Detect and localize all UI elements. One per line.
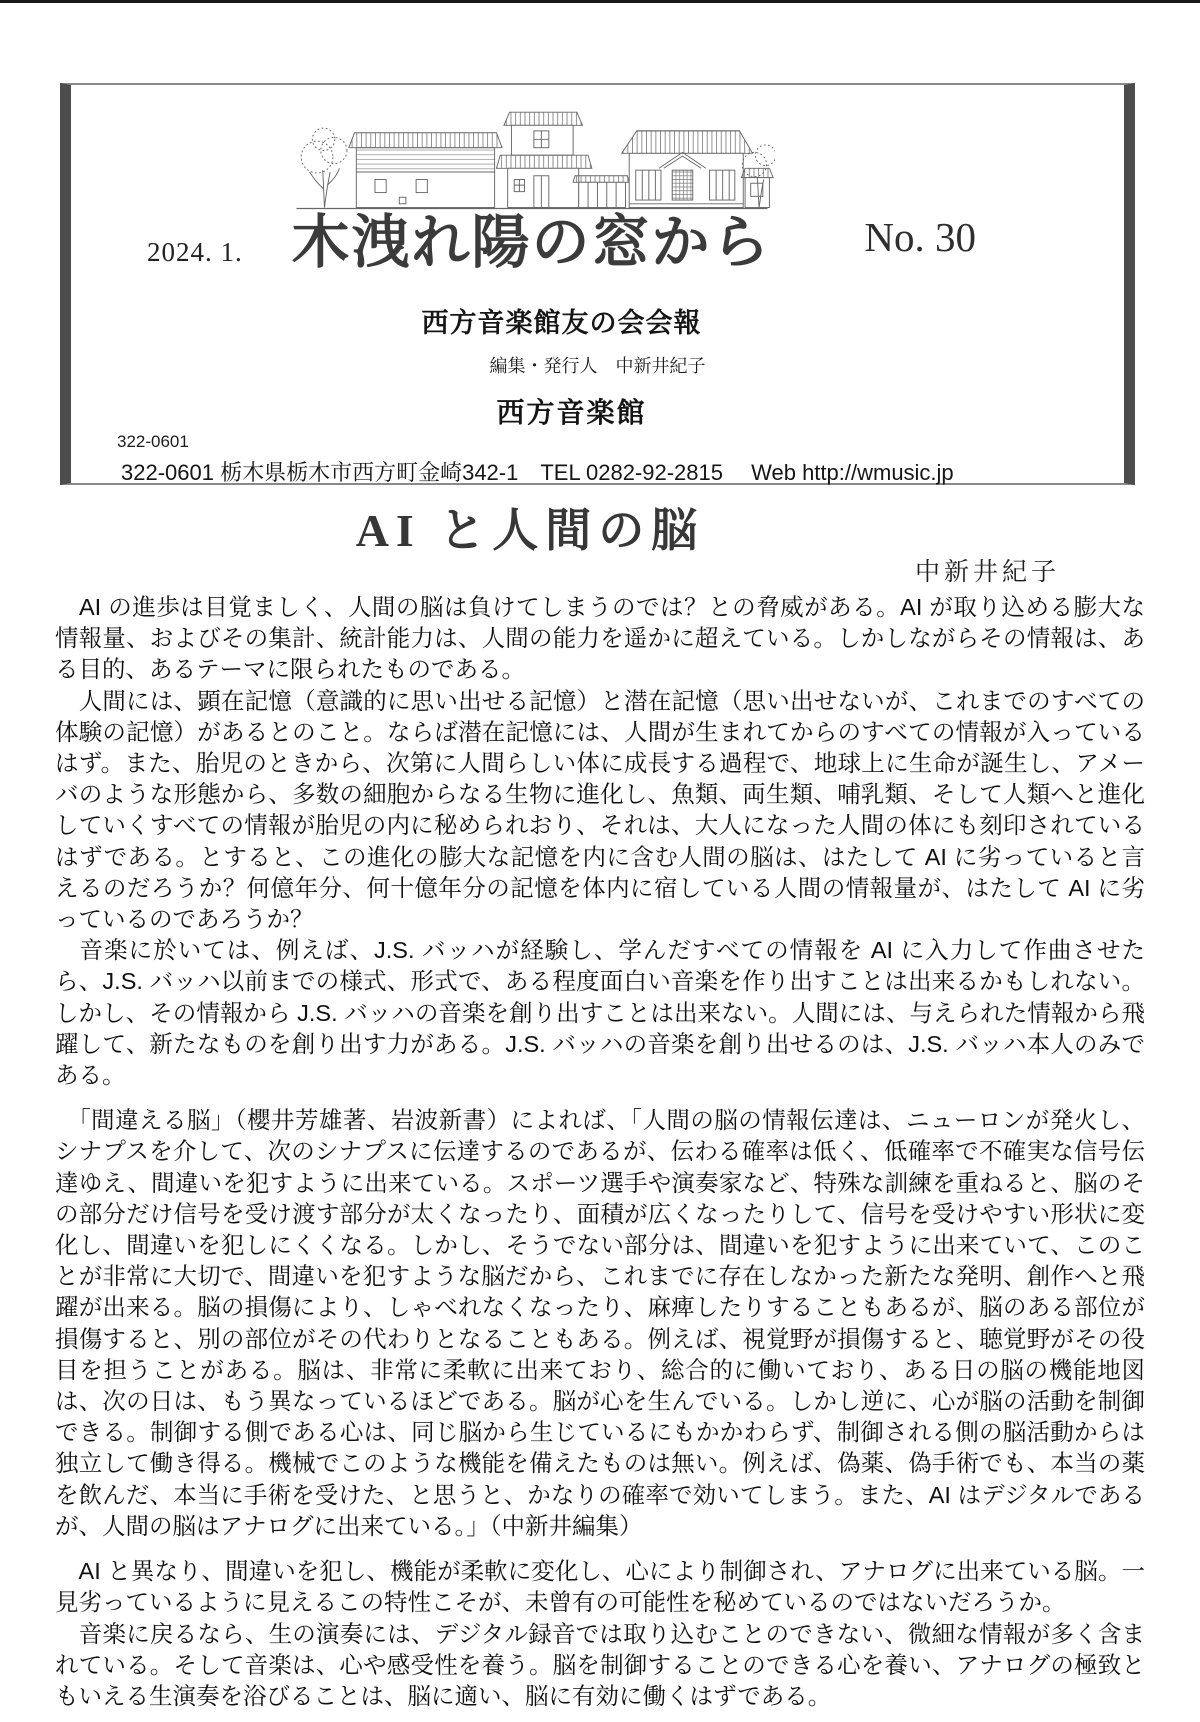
body-paragraph: 「間違える脳」（櫻井芳雄著、岩波新書）によれば、「人間の脳の情報伝達は、ニューロンが発火し、シナプスを介して、次のシナプスに伝達するのであるが、伝わる確率は低く、低確率で不確実な信号伝達ゆえ、間違いを犯すように出来ている。スポーツ選手や演奏家など、特殊な訓練を重ねると、脳のその部分だけ信号を受け渡す部分が太くなったり、面積が広くなったりして、信号を受けやすい形状に変化し、間違いを犯しにくくなる。しかし、そうでない部分は、間違いを犯すように出来ていて、このことが非常に大切で、間違いを犯すような脳だから、これまでに存在しなかった新たな発明、創作へと飛躍が出来る。脳の損傷により、しゃべれなくなったり、麻痺したりすることもあるが、脳のある部位が損傷すると、別の部位がその代わりとなることもある。例えば、視覚野が損傷すると、聴覚野がその役目を担うことがある。脳は、非常に柔軟に出来ており、総合的に働いており、ある日の脳の機能地図は、次の日は、もう異なっているほどである。脳が心を生んでいる。しかし逆に、心が脳の活動を制御できる。制御する側である心は、同じ脳から生じているにもかかわらず、制御される側の脳活動からは独立して働き得る。機械でこのような機能を備えたものは無い。例えば、偽薬、偽手術でも、本当の薬を飲んだ、本当に手術を受けた、と思うと、かなりの確率で効いてしまう。また、AI はデジタルであるが、人間の脳はアナログに出来ている。」（中新井編集） bbox=[55, 1107, 1145, 1539]
top-rule bbox=[0, 0, 1200, 3]
address-line: 322-0601 栃木県栃木市西方町金崎342-1 TEL 0282-92-2815 Web http://wmusic.jp bbox=[121, 460, 954, 485]
article-body bbox=[55, 592, 1145, 1712]
masthead-box bbox=[60, 83, 1135, 485]
newsletter-title: 木洩れ陽の窓から bbox=[291, 210, 772, 275]
body-paragraph: AI の進歩は目覚ましく、人間の脳は負けてしまうのでは？との脅威がある。AI が取り込める膨大な情報量、およびその集計、統計能力は、人間の能力を遥かに超えている。しかしながらその情報は、ある目的、あるテーマに限られたものである。 bbox=[55, 594, 1145, 683]
body-paragraph: 音楽に於いては、例えば、J.S. バッハが経験し、学んだすべての情報を AI に入力して作曲させたら、J.S. バッハ以前までの様式、形式で、ある程度面白い音楽を作り出すことは出来るかもしれない。しかし、その情報から J.S. バッハの音楽を創り出すことは出来ない。人間には、与えられた情報から飛躍して、新たなものを創り出す力がある。J.S. バッハの音楽を創り出せるのは、J.S. バッハ本人のみである。 bbox=[55, 937, 1145, 1089]
article-title: AI と人間の脳 bbox=[355, 505, 705, 556]
article-author: 中新井紀子 bbox=[914, 559, 1060, 586]
newsletter-subtitle: 西方音楽館友の会会報 bbox=[421, 308, 702, 338]
organization-name: 西方音楽館 bbox=[496, 397, 647, 428]
body-paragraph: 人間には、顕在記憶（意識的に思い出せる記憶）と潜在記憶（思い出せないが、これまでのすべての体験の記憶）があるとのこと。ならば潜在記憶には、人間が生まれてからのすべての情報が入っているはず。また、胎児のときから、次第に人間らしい体に成長する過程で、地球上に生命が誕生し、アメーバのような形態から、多数の細胞からなる生物に進化し、魚類、両生類、哺乳類、そして人類へと進化していくすべての情報が胎児の内に秘められおり、それは、大人になった人間の体にも刻印されているはずである。とすると、この進化の膨大な記憶を内に含む人間の脳は、はたして AI に劣っていると言えるのだろうか？何億年分、何十億年分の記憶を体内に宿している人間の情報量が、はたして AI に劣っているのであろうか？ bbox=[55, 687, 1145, 933]
issue-date: 2024. 1. bbox=[147, 237, 243, 267]
editor-line: 編集・発行人 中新井紀子 bbox=[489, 356, 706, 376]
postal-code: 322-0601 bbox=[117, 432, 189, 451]
issue-number: No. 30 bbox=[864, 214, 976, 260]
body-paragraph: 音楽に戻るなら、生の演奏には、デジタル録音では取り込むことのできない、微細な情報が多く含まれている。そして音楽は、心や感受性を養う。脳を制御することのできる心を養い、アナログの極致ともいえる生演奏を浴びることは、脳に適い、脳に有効に働くはずである。 bbox=[55, 1620, 1145, 1709]
body-paragraph: AI と異なり、間違いを犯し、機能が柔軟に変化し、心により制御され、アナログに出来ている脳。一見劣っているように見えるこの特性こそが、未曾有の可能性を秘めているのではないだろうか。 bbox=[55, 1558, 1145, 1616]
